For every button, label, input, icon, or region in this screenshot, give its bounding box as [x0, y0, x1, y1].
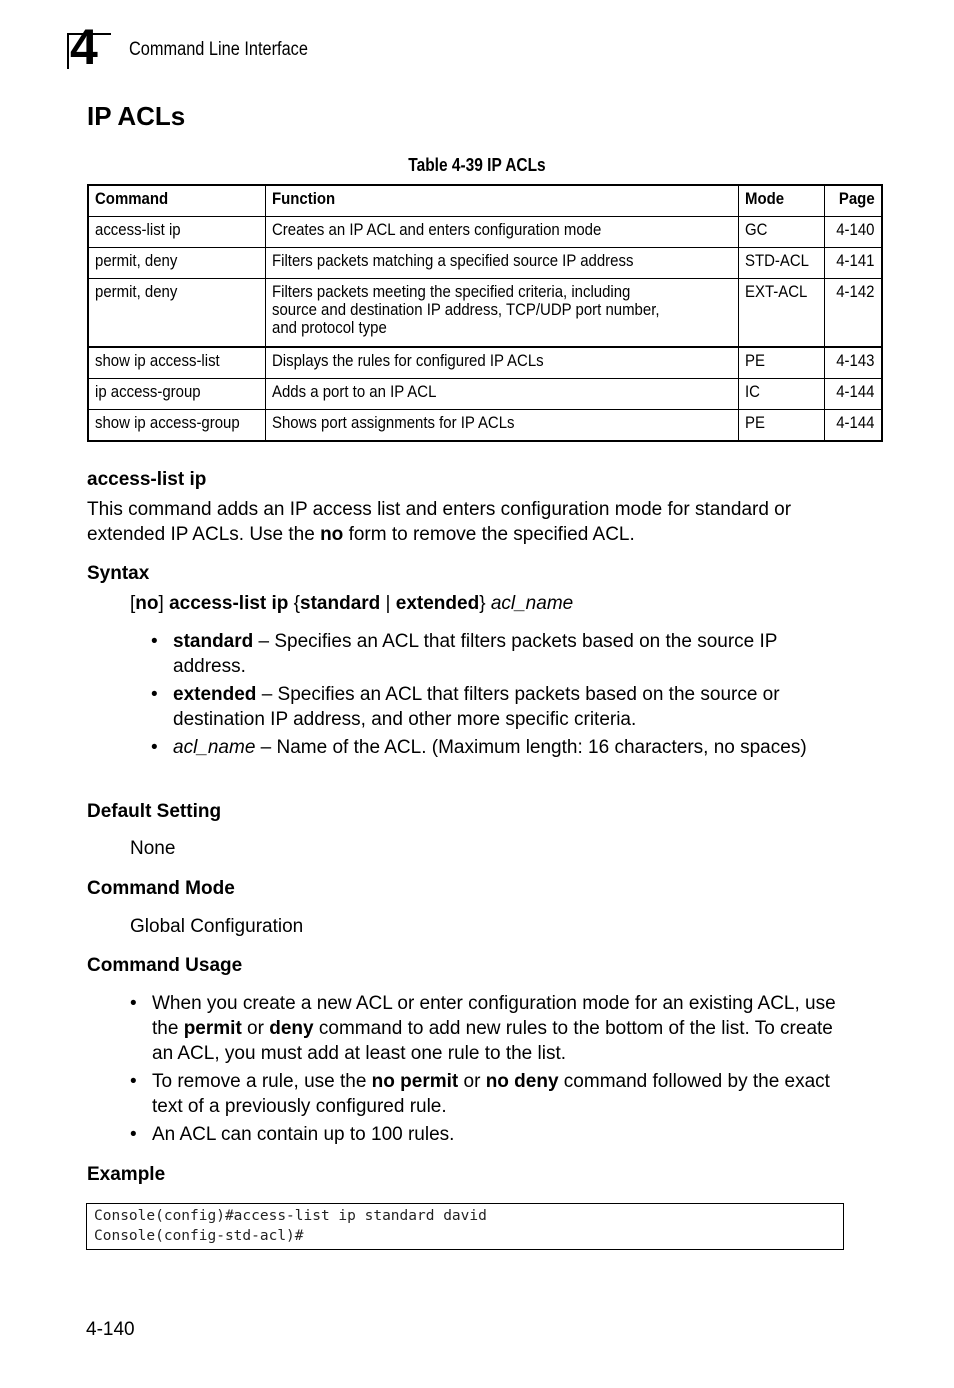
command-description: This command adds an IP access list and enters configuration mode for standard or extended IP ACLs. Use the no form to remove the specified ACL.: [87, 499, 792, 545]
cell-function: Filters packets meeting the specified criteria, including source and destination IP address, TCP/UDP port number, and protocol type: [266, 279, 739, 348]
table-row: [88, 410, 882, 442]
cell-mode: IC: [739, 379, 825, 410]
column-header: Command: [88, 185, 266, 217]
cell-command: access-list ip: [88, 217, 266, 248]
list-item: • acl_name – Name of the ACL. (Maximum length: 16 characters, no spaces): [151, 737, 807, 758]
cell-command: ip access-group: [88, 379, 266, 410]
cell-mode: PE: [739, 347, 825, 379]
section-title: IP ACLs: [87, 101, 186, 131]
page-number: 4-140: [86, 1319, 135, 1340]
cell-page: 4-142: [825, 279, 882, 348]
syntax-heading: Syntax: [87, 563, 150, 584]
cell-command: permit, deny: [88, 279, 266, 348]
column-header: Mode: [739, 185, 825, 217]
cell-function: Shows port assignments for IP ACLs: [266, 410, 739, 442]
command-usage-heading: Command Usage: [87, 955, 243, 976]
cell-page: 4-141: [825, 248, 882, 279]
syntax-parameter-list: [151, 629, 841, 763]
chapter-number: 4: [70, 19, 98, 75]
command-mode-heading: Command Mode: [87, 878, 235, 899]
table-caption: Table 4-39 IP ACLs: [408, 155, 546, 175]
chapter-title: Command Line Interface: [129, 39, 308, 60]
command-heading: access-list ip: [87, 469, 207, 490]
command-mode-value: Global Configuration: [130, 916, 304, 937]
cell-mode: GC: [739, 217, 825, 248]
cell-page: 4-144: [825, 379, 882, 410]
cell-page: 4-140: [825, 217, 882, 248]
cell-function: Adds a port to an IP ACL: [266, 379, 739, 410]
default-setting-value: None: [130, 838, 176, 859]
table-row: [88, 379, 882, 410]
cell-function: Creates an IP ACL and enters configuration mode: [266, 217, 739, 248]
command-usage-list: [130, 991, 850, 1150]
code-line: Console(config)#access-list ip standard david: [94, 1208, 487, 1224]
list-item: • extended – Specifies an ACL that filters packets based on the source or destination IP address, and other more specific criteria.: [151, 684, 780, 730]
example-heading: Example: [87, 1164, 166, 1185]
table-row: [88, 248, 882, 279]
list-item: • An ACL can contain up to 100 rules.: [130, 1124, 455, 1145]
list-item: • When you create a new ACL or enter configuration mode for an existing ACL, use the permit or deny command to add new rules to the bottom of the list. To create an ACL, you must add at least one rule to the list.: [130, 993, 836, 1064]
cell-mode: STD-ACL: [739, 248, 825, 279]
list-item: • standard – Specifies an ACL that filters packets based on the source IP address.: [151, 631, 778, 677]
cell-page: 4-144: [825, 410, 882, 442]
cell-command: show ip access-group: [88, 410, 266, 442]
cell-mode: PE: [739, 410, 825, 442]
column-header: Function: [266, 185, 739, 217]
ip-acl-command-table: [87, 184, 883, 442]
cell-command: show ip access-list: [88, 347, 266, 379]
syntax-line: [no] access-list ip {standard | extended} acl_name: [130, 593, 574, 614]
list-item: • To remove a rule, use the no permit or no deny command followed by the exact text of a previously configured rule.: [130, 1071, 830, 1117]
table-row: [88, 279, 882, 348]
example-code-block: [86, 1203, 844, 1250]
cell-page: 4-143: [825, 347, 882, 379]
table-row: [88, 217, 882, 248]
table-header-row: [88, 185, 882, 217]
cell-function: Filters packets matching a specified source IP address: [266, 248, 739, 279]
cell-function: Displays the rules for configured IP ACLs: [266, 347, 739, 379]
column-header: Page: [825, 185, 882, 217]
cell-command: permit, deny: [88, 248, 266, 279]
default-setting-heading: Default Setting: [87, 801, 222, 822]
table-row: [88, 347, 882, 379]
cell-mode: EXT-ACL: [739, 279, 825, 348]
code-line: Console(config-std-acl)#: [94, 1228, 304, 1244]
